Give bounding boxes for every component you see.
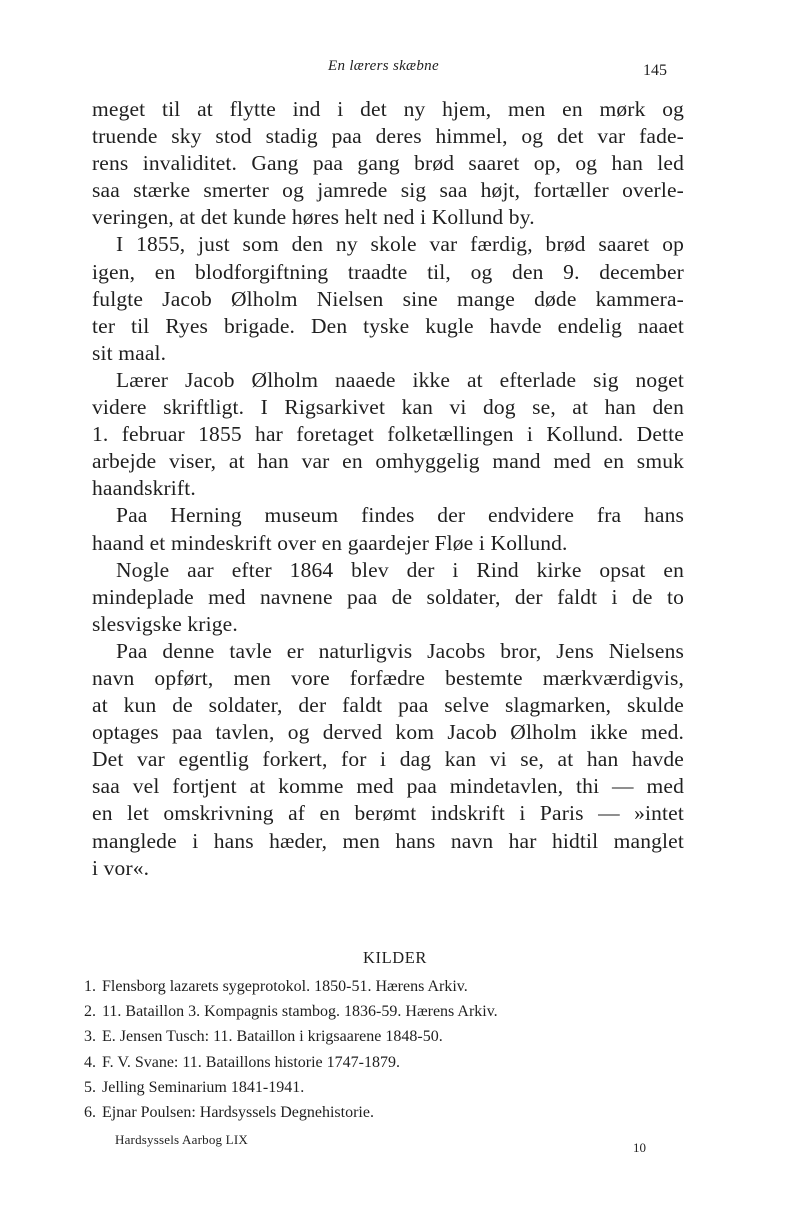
source-number: 1. <box>84 978 96 995</box>
source-number: 5. <box>84 1078 96 1096</box>
text-line: haand et mindeskrift over en gaardejer Fløe i Kollund. <box>92 530 568 555</box>
source-number: 2. <box>84 1003 96 1021</box>
text-line: haandskrift. <box>92 476 196 501</box>
text-line: navn opført, men vore forfædre bestemte mærkværdigvis, <box>92 665 684 690</box>
text-line: Det var egentlig forkert, for i dag kan vi se, at han havde <box>92 747 684 772</box>
text-line: at kun de soldater, der faldt paa selve slagmarken, skulde <box>92 693 684 718</box>
running-head <box>0 58 800 82</box>
sources-heading: KILDER <box>362 948 428 967</box>
sources-section <box>84 948 684 1125</box>
source-number: 4. <box>84 1053 96 1071</box>
text-line: i vor«. <box>92 855 150 880</box>
text-line: saa vel fortjent at komme med paa mindetavlen, thi — med <box>92 774 684 799</box>
source-item <box>84 1075 684 1100</box>
text-line: ter til Ryes brigade. Den tyske kugle havde endelig naaet <box>92 313 684 338</box>
text-line: arbejde viser, at han var en omhyggelig mand med en smuk <box>92 449 684 474</box>
source-item <box>84 974 684 999</box>
text-line: rens invaliditet. Gang paa gang brød saaret op, og han led <box>92 151 684 176</box>
source-text: Jelling Seminarium 1841-1941. <box>102 1078 305 1096</box>
source-item <box>84 999 684 1024</box>
source-text: F. V. Svane: 11. Bataillons historie 1747-1879. <box>102 1053 400 1071</box>
source-text: Flensborg lazarets sygeprotokol. 1850-51. Hærens Arkiv. <box>102 978 468 995</box>
body-text <box>92 96 684 882</box>
text-line: Nogle aar efter 1864 blev der i Rind kirke opsat en <box>116 557 684 582</box>
text-line: truende sky stod stadig paa deres himmel, og det var fade- <box>92 124 684 149</box>
text-line: meget til at flytte ind i det ny hjem, men en mørk og <box>92 97 684 121</box>
text-line: 1. februar 1855 har foretaget folketællingen i Kollund. Dette <box>92 422 684 447</box>
running-title: En lærers skæbne <box>328 58 439 74</box>
text-line: en let omskrivning af en berømt indskrift i Paris — »intet <box>92 801 684 826</box>
text-line: veringen, at det kunde høres helt ned i Kollund by. <box>92 205 535 230</box>
text-line: saa stærke smerter og jamrede sig saa højt, fortæller overle- <box>92 178 684 203</box>
source-text: E. Jensen Tusch: 11. Bataillon i krigsaarene 1848-50. <box>102 1028 443 1046</box>
source-text: 11. Bataillon 3. Kompagnis stambog. 1836-59. Hærens Arkiv. <box>102 1003 498 1021</box>
source-number: 3. <box>84 1028 96 1046</box>
source-text: Ejnar Poulsen: Hardsyssels Degnehistorie. <box>102 1103 374 1121</box>
source-item <box>84 1100 684 1125</box>
text-line: videre skriftligt. I Rigsarkivet kan vi dog se, at han den <box>92 395 684 420</box>
text-line: Paa denne tavle er naturligvis Jacobs bror, Jens Nielsens <box>116 638 684 663</box>
text-line: igen, en blodforgiftning traadte til, og den 9. december <box>92 259 684 284</box>
page-number: 145 <box>643 62 667 79</box>
text-line: fulgte Jacob Ølholm Nielsen sine mange døde kammera- <box>92 286 684 311</box>
text-line: sit maal. <box>92 340 167 365</box>
text-line: optages paa tavlen, og derved kom Jacob Ølholm ikke med. <box>92 720 684 745</box>
footer-signature-number: 10 <box>633 1140 646 1155</box>
source-item <box>84 1024 684 1049</box>
text-line: manglede i hans hæder, men hans navn har hidtil manglet <box>92 828 684 853</box>
text-line: Paa Herning museum findes der endvidere fra hans <box>116 503 684 528</box>
footer-publication: Hardsyssels Aarbog LIX <box>115 1132 248 1147</box>
source-number: 6. <box>84 1103 96 1121</box>
source-item <box>84 1050 684 1075</box>
text-line: I 1855, just som den ny skole var færdig, brød saaret op <box>116 232 684 257</box>
text-line: slesvigske krige. <box>92 611 238 636</box>
text-line: Lærer Jacob Ølholm naaede ikke at efterlade sig noget <box>116 367 684 392</box>
text-line: mindeplade med navnene paa de soldater, der faldt i de to <box>92 584 684 609</box>
